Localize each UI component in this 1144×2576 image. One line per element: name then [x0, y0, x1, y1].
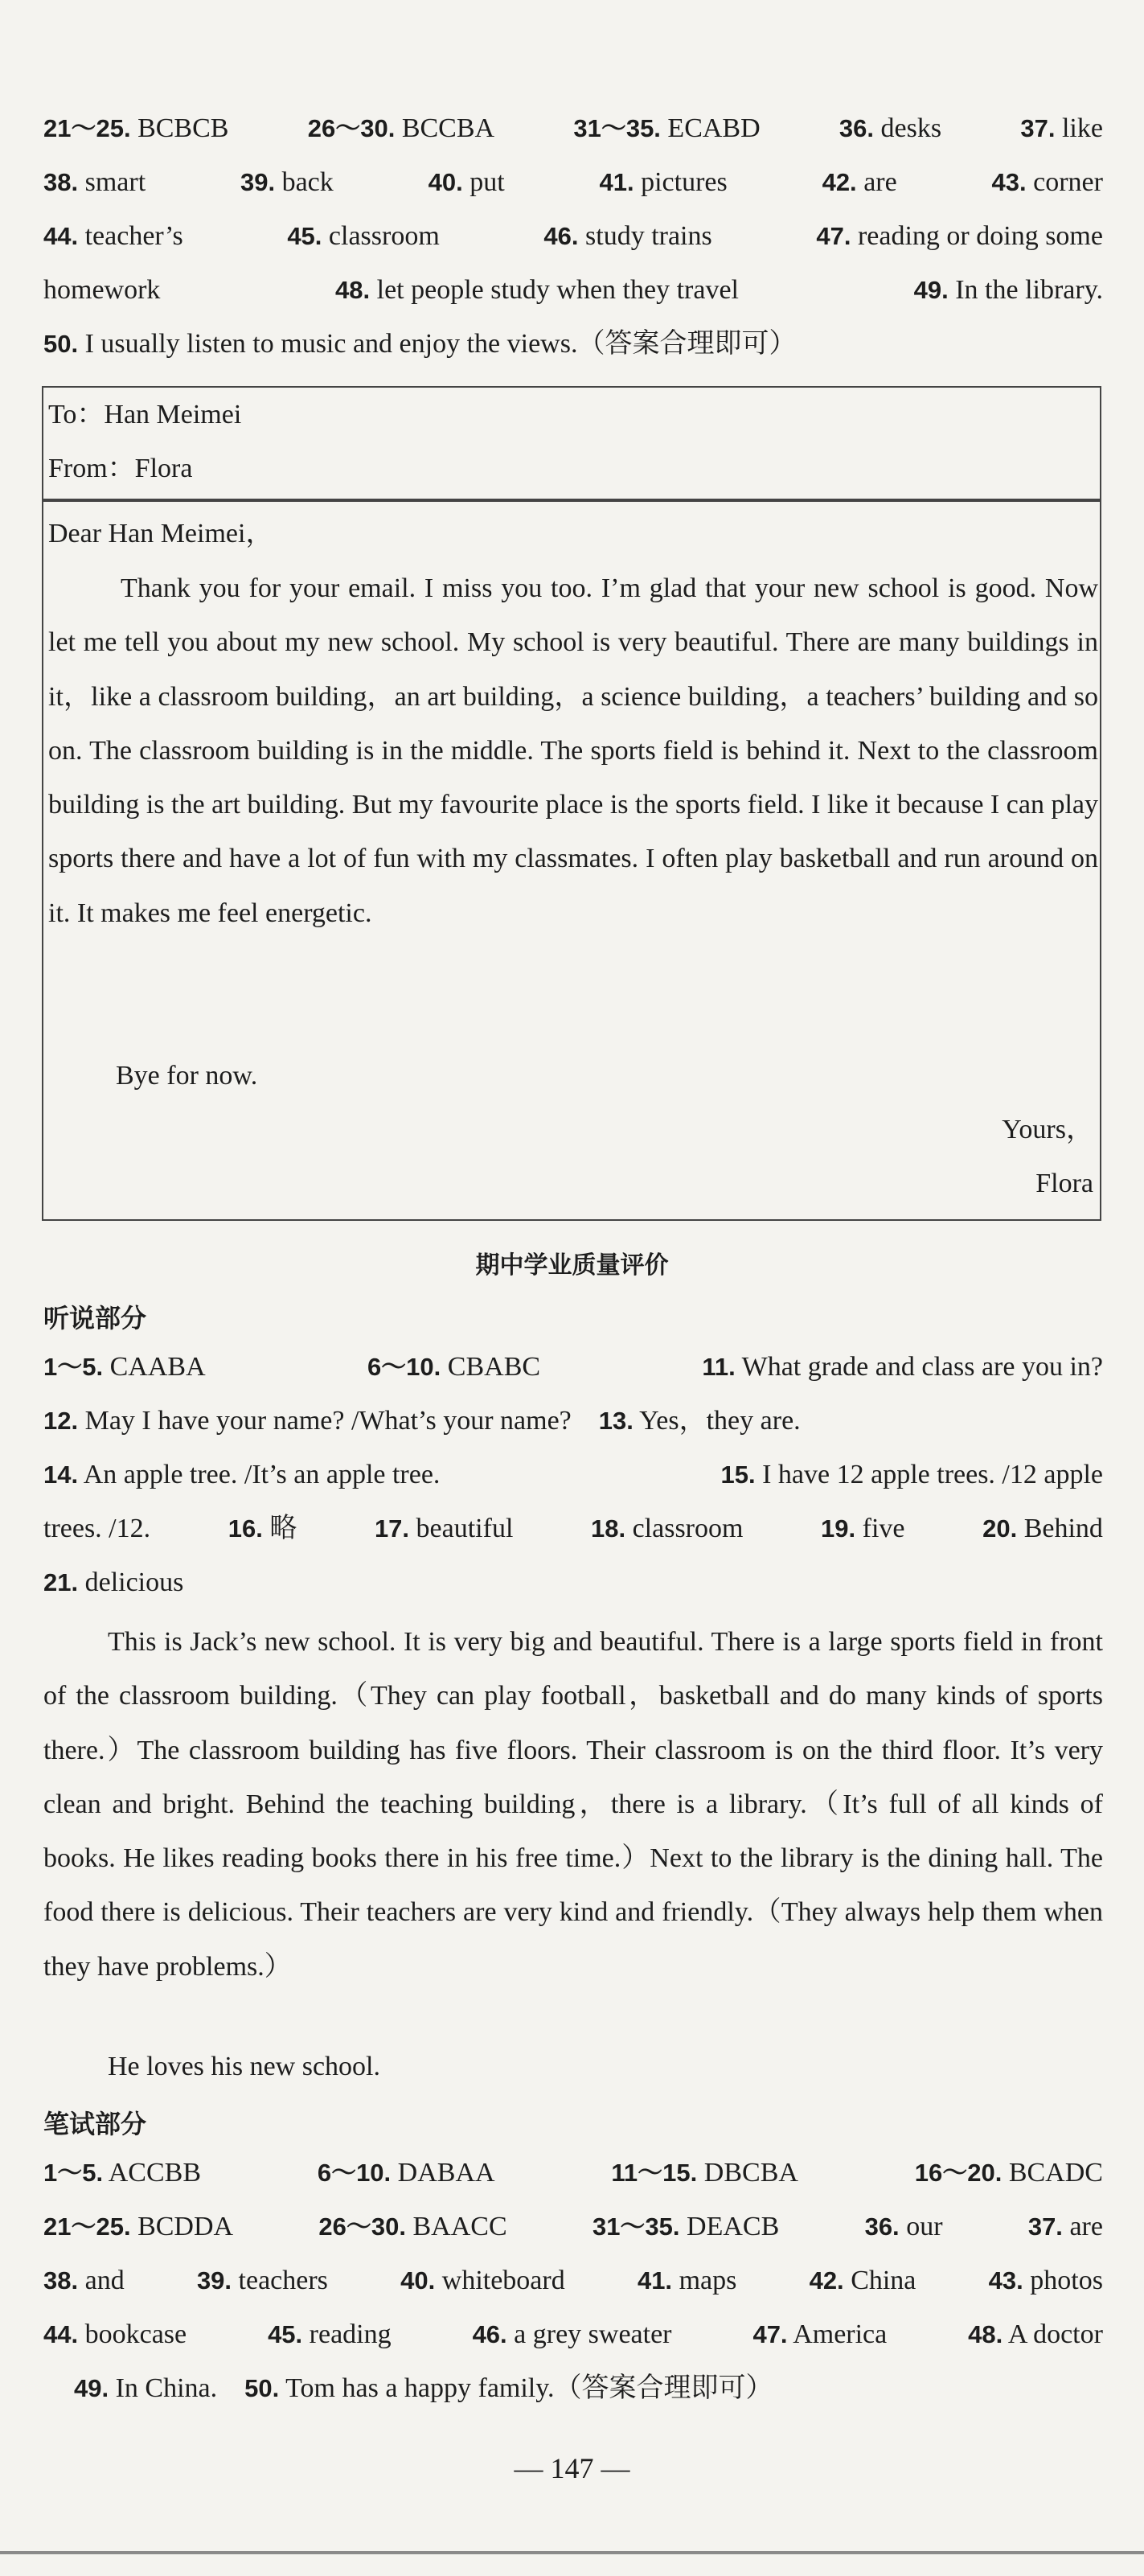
answer-line	[43, 1459, 1103, 1491]
answer-text: CAABA	[109, 1352, 206, 1382]
question-number: 20.	[982, 1514, 1018, 1543]
answer-item	[375, 1513, 513, 1545]
answer-item	[816, 220, 1103, 253]
question-number: 19.	[821, 1514, 856, 1543]
answer-line	[43, 1513, 1103, 1545]
answer-item	[428, 166, 505, 199]
listening-header: 听说部分	[43, 1303, 147, 1333]
bottom-rule	[0, 2551, 1144, 2554]
answer-text: ECABD	[667, 113, 761, 143]
answer-item	[318, 2211, 506, 2243]
answer-item	[308, 113, 494, 145]
question-number: 36.	[839, 114, 875, 142]
question-number: 21～25.	[43, 114, 131, 142]
answer-item	[43, 1405, 572, 1437]
answer-item	[268, 2319, 392, 2351]
answer-text: beautiful	[416, 1514, 514, 1543]
answer-item	[865, 2211, 943, 2243]
answer-text: a grey sweater	[514, 2319, 672, 2349]
answer-item	[591, 1513, 743, 1545]
answer-text: put	[469, 167, 505, 197]
answer-item	[822, 166, 897, 199]
question-number: 14.	[43, 1461, 79, 1489]
answer-item	[573, 113, 760, 145]
question-number: 16.	[228, 1514, 263, 1543]
question-number: 47.	[752, 2320, 788, 2348]
letter-body: Thank you for your email. I miss you too. I’m glad that your new school is good. Now let me tell you about my new school. My school is very beautiful. There are many buildings in it，like a classroom building，an art building，a science building，a teachers’ building and so on. The classroom building is in the middle. The sports field is behind it. Next to the classroom building is the art building. But my favourite place is the sports field. I like it because I can play sports there and have a lot of fun with my classmates. I often play basketball and run around on it. It makes me feel energetic.	[48, 573, 1098, 928]
answer-text: classroom	[632, 1514, 744, 1543]
answer-text: A doctor	[1007, 2319, 1103, 2349]
answer-text: delicious	[84, 1567, 184, 1597]
answer-text: BCDDA	[137, 2212, 234, 2241]
question-number: 40.	[400, 2266, 436, 2295]
question-number: 1～5.	[43, 2159, 104, 2187]
answer-item	[1020, 113, 1103, 145]
question-number: 31～35.	[592, 2212, 680, 2241]
answer-text: trees. /12.	[43, 1514, 151, 1543]
question-number: 31～35.	[573, 114, 661, 142]
question-number: 41.	[599, 168, 634, 196]
answer-text: May I have your name? /What’s your name?	[84, 1406, 572, 1436]
question-number: 13.	[598, 1407, 634, 1435]
question-number: 15.	[720, 1461, 756, 1489]
answer-text: reading	[309, 2319, 392, 2349]
question-number: 48.	[335, 276, 371, 304]
question-number: 45.	[268, 2320, 303, 2348]
question-number: 44.	[43, 222, 79, 250]
question-number: 26～30.	[318, 2212, 406, 2241]
question-number: 17.	[374, 1514, 410, 1543]
answer-item	[43, 328, 796, 360]
answer-item	[244, 2373, 773, 2405]
answer-item	[702, 1351, 1103, 1383]
answer-text: study trains	[585, 221, 712, 251]
model-passage: This is Jack’s new school. It is very big and beautiful. There is a large sports field in front of the classroom building.（They can play football，basketball and do many kinds of sports there.）The classroom building has five floors. Their classroom is on the third floor. It’s very clean and bright. Behind the teaching building，there is a library.（It’s full of all kinds of books. He likes reading books there in his free time.）Next to the library is the dining hall. The food there is delicious. Their teachers are very kind and friendly.（They always help them when they have problems.）	[43, 1627, 1103, 1982]
question-number: 41.	[637, 2266, 673, 2295]
question-number: 40.	[428, 168, 463, 196]
answer-item	[914, 274, 1103, 306]
answer-item	[43, 2211, 233, 2243]
question-number: 45.	[287, 222, 322, 250]
answer-item	[43, 220, 183, 253]
answer-text: America	[793, 2319, 888, 2349]
letter-closing: Bye for now.	[116, 1061, 258, 1091]
question-number: 38.	[43, 168, 79, 196]
answer-line	[43, 2319, 1103, 2351]
answer-item	[810, 2265, 916, 2297]
answer-item	[968, 2319, 1103, 2351]
answer-text: DEACB	[687, 2212, 780, 2241]
answer-text: 略	[269, 1514, 297, 1543]
answer-text: classroom	[328, 221, 440, 251]
answer-item	[400, 2265, 565, 2297]
answer-item	[240, 166, 334, 199]
answer-item	[992, 166, 1103, 199]
answer-item	[367, 1351, 540, 1383]
answer-text: maps	[679, 2266, 737, 2295]
answer-item	[43, 2319, 187, 2351]
answer-line	[43, 1567, 1103, 1599]
answer-text: desks	[880, 113, 942, 143]
answer-text: China	[851, 2266, 916, 2295]
answer-text: In China.	[115, 2373, 218, 2403]
answer-text: Tom has a happy family.（答案合理即可）	[285, 2373, 773, 2403]
answer-text: and	[84, 2266, 125, 2295]
answer-line	[43, 166, 1103, 199]
answer-text: BCADC	[1008, 2158, 1103, 2188]
answer-line	[43, 2157, 1103, 2189]
answer-text: DABAA	[397, 2158, 495, 2188]
question-number: 6～10.	[317, 2159, 392, 2187]
answer-text: BCCBA	[401, 113, 495, 143]
answer-text: let people study when they travel	[376, 275, 739, 305]
answer-item	[600, 166, 728, 199]
answer-line	[43, 328, 1103, 360]
question-number: 39.	[196, 2266, 232, 2295]
answer-text: are	[863, 167, 897, 197]
question-number: 12.	[43, 1407, 79, 1435]
answer-item	[318, 2157, 495, 2189]
question-number: 44.	[43, 2320, 79, 2348]
answer-text: our	[906, 2212, 943, 2241]
question-number: 50.	[244, 2374, 280, 2402]
answer-item	[43, 1351, 206, 1383]
answer-text: Yes，they are.	[639, 1406, 801, 1436]
answer-item	[982, 1513, 1103, 1545]
answer-item	[752, 2319, 887, 2351]
question-number: 46.	[472, 2320, 507, 2348]
letter-from: From：Flora	[48, 454, 193, 483]
answer-item	[839, 113, 941, 145]
answer-text: are	[1069, 2212, 1103, 2241]
answer-line	[43, 1351, 1103, 1383]
answer-line	[43, 2265, 1103, 2297]
answer-item	[915, 2157, 1103, 2189]
letter-signature: Flora	[1035, 1169, 1093, 1198]
answer-text: ACCBB	[108, 2158, 201, 2188]
answer-line	[43, 2211, 1103, 2243]
answer-text: In the library.	[955, 275, 1103, 305]
answer-text: corner	[1033, 167, 1103, 197]
answer-item	[611, 2157, 798, 2189]
question-number: 16～20.	[914, 2159, 1003, 2187]
answer-item	[721, 1459, 1104, 1491]
question-number: 18.	[590, 1514, 626, 1543]
answer-text: reading or doing some	[857, 221, 1103, 251]
answer-text: I have 12 apple trees. /12 apple	[762, 1460, 1103, 1489]
answer-item	[74, 2373, 217, 2405]
question-number: 11.	[702, 1353, 736, 1381]
question-number: 43.	[988, 2266, 1023, 2295]
answer-line	[43, 220, 1103, 253]
question-number: 36.	[864, 2212, 900, 2241]
answer-text: pictures	[641, 167, 728, 197]
answer-text: DBCBA	[703, 2158, 798, 2188]
question-number: 46.	[543, 222, 579, 250]
answer-text: teachers	[238, 2266, 328, 2295]
question-number: 37.	[1020, 114, 1056, 142]
answer-text: Behind	[1023, 1514, 1103, 1543]
question-number: 50.	[43, 330, 79, 358]
page-number: — 147 —	[514, 2452, 630, 2484]
answer-item	[473, 2319, 672, 2351]
written-header: 笔试部分	[43, 2109, 147, 2139]
answer-item	[1028, 2211, 1103, 2243]
question-number: 42.	[809, 2266, 844, 2295]
question-number: 49.	[913, 276, 949, 304]
answer-text: bookcase	[84, 2319, 187, 2349]
answer-text: BAACC	[412, 2212, 507, 2241]
answer-text: like	[1061, 113, 1103, 143]
answer-text: homework	[43, 275, 161, 305]
answer-line	[43, 113, 1103, 145]
answer-item	[43, 1513, 150, 1545]
answer-item	[593, 2211, 779, 2243]
letter-greeting: Dear Han Meimei，	[48, 519, 273, 548]
question-number: 43.	[991, 168, 1027, 196]
answer-line	[74, 2373, 1134, 2405]
section-title: 期中学业质量评价	[475, 1251, 669, 1280]
answer-line	[43, 1405, 1103, 1437]
answer-item	[335, 274, 739, 306]
answer-text: five	[862, 1514, 905, 1543]
question-number: 38.	[43, 2266, 79, 2295]
question-number: 42.	[822, 168, 857, 196]
answer-text: teacher’s	[84, 221, 183, 251]
answer-text: smart	[84, 167, 146, 197]
question-number: 47.	[816, 222, 851, 250]
answer-text: photos	[1030, 2266, 1103, 2295]
answer-line	[43, 274, 1103, 306]
question-number: 1～5.	[43, 1353, 104, 1381]
question-number: 48.	[968, 2320, 1003, 2348]
question-number: 39.	[240, 168, 276, 196]
answer-item	[638, 2265, 736, 2297]
answer-text: BCBCB	[137, 113, 229, 143]
answer-item	[599, 1405, 801, 1437]
question-number: 26～30.	[307, 114, 396, 142]
answer-item	[43, 113, 228, 145]
question-number: 11～15.	[611, 2159, 698, 2187]
answer-text: whiteboard	[441, 2266, 565, 2295]
answer-item	[197, 2265, 328, 2297]
letter-to: To：Han Meimei	[48, 400, 242, 429]
answer-text: What grade and class are you in?	[741, 1352, 1103, 1382]
question-number: 21.	[43, 1568, 79, 1596]
answer-item	[543, 220, 711, 253]
answer-item	[43, 1567, 183, 1599]
answer-item	[43, 274, 160, 306]
question-number: 21～25.	[43, 2212, 131, 2241]
answer-item	[989, 2265, 1103, 2297]
answer-item	[43, 166, 146, 199]
answer-text: back	[281, 167, 334, 197]
answer-text: I usually listen to music and enjoy the views.（答案合理即可）	[84, 329, 797, 359]
passage-end: He loves his new school.	[108, 2052, 381, 2081]
question-number: 37.	[1027, 2212, 1063, 2241]
letter-yours: Yours，	[1002, 1115, 1093, 1144]
question-number: 49.	[74, 2374, 109, 2402]
answer-item	[43, 2265, 125, 2297]
answer-item	[287, 220, 439, 253]
answer-text: An apple tree. /It’s an apple tree.	[83, 1460, 441, 1489]
answer-item	[228, 1513, 297, 1545]
answer-text: CBABC	[447, 1352, 541, 1382]
question-number: 6～10.	[367, 1353, 441, 1381]
answer-item	[43, 1459, 440, 1491]
answer-item	[821, 1513, 904, 1545]
answer-item	[43, 2157, 201, 2189]
